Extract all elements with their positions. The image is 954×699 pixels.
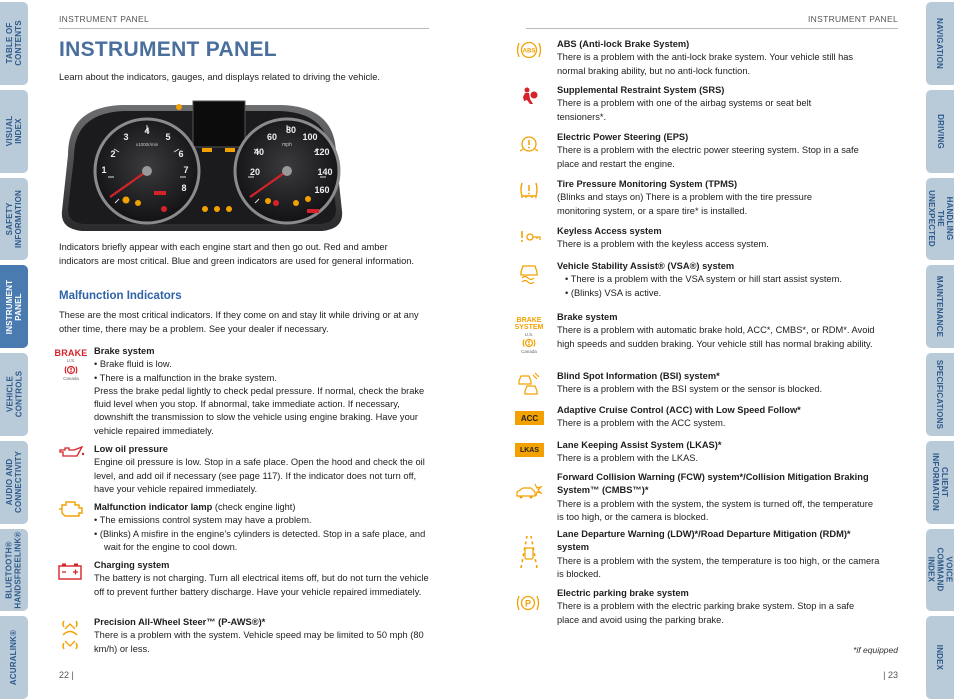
charging-title: Charging system	[94, 560, 170, 570]
item-acc	[557, 404, 887, 431]
tab-visual-index[interactable]: VISUAL INDEX	[0, 90, 28, 173]
item-vsa	[557, 260, 887, 300]
item-fcw-cmbs	[557, 471, 877, 524]
malfunction-intro: These are the most critical indicators. If they come on and stay lit while driving or at any other time, there may be a problem. See your dealer if necessary.	[59, 310, 419, 334]
acc-title: Adaptive Cruise Control (ACC) with Low Speed Follow*	[557, 405, 801, 415]
right-section-tabs	[926, 0, 954, 699]
brake-warning-icon: BRAKE U.S. Canada	[54, 348, 88, 381]
keyless-text: There is a problem with the keyless access system.	[557, 239, 769, 250]
tab-maintenance[interactable]: MAINTENANCE	[926, 265, 954, 348]
speed-40: 40	[253, 147, 265, 157]
tach-unit-label: x1000r/min	[135, 142, 159, 147]
running-head-left: INSTRUMENT PANEL	[59, 14, 149, 24]
epb-title: Electric parking brake system	[557, 588, 689, 598]
item-tpms	[557, 178, 857, 218]
tpms-text: (Blinks and stays on) There is a problem with the tire pressure monitoring system, or a spare tire* is installed.	[557, 192, 813, 216]
running-head-right: INSTRUMENT PANEL	[808, 14, 898, 24]
item-electric-parking-brake	[557, 587, 872, 627]
parking-brake-icon	[516, 593, 540, 613]
acc-text: There is a problem with the ACC system.	[557, 418, 726, 429]
vsa-title: Vehicle Stability Assist® (VSA®) system	[557, 261, 735, 271]
tab-voice-command-index[interactable]: VOICE COMMAND INDEX	[926, 529, 954, 612]
speed-100: 100	[302, 132, 318, 142]
tab-bluetooth-handsfreelink[interactable]: BLUETOOTH® HANDSFREELINK®	[0, 529, 28, 612]
speed-80: 80	[285, 125, 297, 135]
mil-title-line	[94, 501, 434, 514]
abs-icon	[516, 40, 542, 60]
page-number-left: 22 |	[59, 670, 74, 680]
item-brake-system	[94, 345, 434, 438]
speed-140: 140	[317, 167, 333, 177]
tab-navigation[interactable]: NAVIGATION	[926, 2, 954, 85]
abs-text: There is a problem with the anti-lock brake system. Your vehicle still has normal braking ability, but no anti-lock function.	[557, 52, 854, 76]
page-title: INSTRUMENT PANEL	[59, 38, 277, 61]
ldw-title: Lane Departure Warning (LDW)*/Road Departure Mitigation (RDM)* system	[557, 529, 851, 553]
svg-text:ABS: ABS	[522, 48, 536, 55]
tab-index[interactable]: INDEX	[926, 616, 954, 699]
tab-vehicle-controls[interactable]: VEHICLE CONTROLS	[0, 353, 28, 436]
tab-client-information[interactable]: CLIENT INFORMATION	[926, 441, 954, 524]
speed-120: 120	[314, 147, 330, 157]
p-aws-text: There is a problem with the system. Vehicle speed may be limited to 50 mph (80 km/h) or less.	[94, 630, 424, 654]
speed-160: 160	[314, 185, 330, 195]
check-engine-icon	[57, 499, 85, 519]
low-oil-title: Low oil pressure	[94, 444, 168, 454]
mil-bullet-1: • The emissions control system may have a problem.	[94, 514, 434, 527]
brake-bullet-1: • Brake fluid is low.	[94, 358, 434, 371]
epb-text: There is a problem with the electric parking brake system. Stop in a safe place and avoid using the parking brake.	[557, 601, 855, 625]
intro-text: Learn about the indicators, gauges, and displays related to driving the vehicle.	[59, 72, 380, 82]
brake-system-title: Brake system	[94, 346, 155, 356]
bsi-title: Blind Spot Information (BSI) system*	[557, 371, 720, 381]
acc-icon: ACC	[515, 411, 544, 425]
tach-5: 5	[165, 132, 171, 142]
footnote-if-equipped: *if equipped	[853, 645, 898, 655]
tach-2: 2	[110, 149, 116, 159]
mil-bullet-2: • (Blinks) A misfire in the engine’s cylinders is detected. Stop in a safe place, and wait for the engine to cool down.	[94, 528, 434, 555]
tab-handling-the-unexpected[interactable]: HANDLING THE UNEXPECTED	[926, 178, 954, 261]
speed-unit-label: mph	[282, 142, 292, 148]
fcw-title: Forward Collision Warning (FCW) system*/Collision Mitigation Braking System™ (CMBS™)*	[557, 472, 869, 496]
low-oil-text: Engine oil pressure is low. Stop in a safe place. Open the hood and check the oil level, and add oil if necessary (see page 117). If the indicator does not turn off, have your vehicle repaired immediately.	[94, 457, 425, 494]
fcw-text: There is a problem with the system, the system is turned off, the temperature is too high, or the camera is blocked.	[557, 498, 874, 522]
lkas-text: There is a problem with the LKAS.	[557, 453, 699, 464]
tab-driving[interactable]: DRIVING	[926, 90, 954, 173]
vsa-icon	[518, 262, 540, 284]
keyless-title: Keyless Access system	[557, 226, 662, 236]
speed-60: 60	[266, 132, 278, 142]
item-lkas	[557, 439, 887, 466]
brake-system-text: Press the brake pedal lightly to check pedal pressure. If normal, check the brake fluid level when you stop. If abnormal, take immediate action. If necessary, downshift the transmission to slow the vehicle using engine braking. Have your vehicle repaired immediately.	[94, 385, 425, 436]
airbag-icon	[519, 86, 539, 106]
page-number-right: | 23	[883, 670, 898, 680]
item-low-oil-pressure	[94, 443, 428, 496]
collision-warning-icon	[515, 480, 543, 502]
blind-spot-icon	[517, 372, 541, 398]
mil-title: Malfunction indicator lamp	[94, 502, 213, 512]
tach-4: 4	[144, 126, 150, 136]
eps-text: There is a problem with the electric power steering system. Stop in a safe place and restart the engine.	[557, 145, 859, 169]
item-srs	[557, 84, 857, 124]
lkas-title: Lane Keeping Assist System (LKAS)*	[557, 440, 722, 450]
tach-6: 6	[178, 149, 184, 159]
tab-specifications[interactable]: SPECIFICATIONS	[926, 353, 954, 436]
ldw-text: There is a problem with the system, the temperature is too high, or the camera is blocked.	[557, 555, 880, 579]
steering-warning-icon	[518, 134, 540, 154]
brake-system-amber-icon: BRAKE SYSTEM U.S. Canada	[514, 317, 544, 354]
battery-icon	[57, 562, 83, 580]
indicators-paragraph: Indicators briefly appear with each engine start and then go out. Red and amber indicators are most critical. Blue and green indicators are used for general information.	[59, 242, 415, 266]
tire-pressure-icon	[518, 180, 540, 200]
eps-title: Electric Power Steering (EPS)	[557, 132, 689, 142]
bsi-text: There is a problem with the BSI system or the sensor is blocked.	[557, 384, 823, 395]
speed-20: 20	[249, 167, 261, 177]
svg-text:P: P	[524, 598, 532, 609]
abs-title: ABS (Anti-lock Brake System)	[557, 39, 690, 49]
item-ldw-rdm	[557, 528, 882, 581]
p-aws-icon	[59, 618, 81, 652]
item-malfunction-indicator-lamp	[94, 501, 434, 554]
tab-audio-connectivity[interactable]: AUDIO AND CONNECTIVITY	[0, 441, 28, 524]
tach-7: 7	[183, 165, 189, 175]
header-rule-right	[526, 28, 898, 29]
tach-3: 3	[123, 132, 129, 142]
item-abs	[557, 38, 877, 78]
lkas-icon: LKAS	[515, 443, 544, 457]
srs-text: There is a problem with one of the airbag systems or seat belt tensioners*.	[557, 98, 812, 122]
header-rule-left	[59, 28, 429, 29]
oil-can-icon	[57, 445, 85, 459]
tach-1: 1	[101, 165, 107, 175]
lane-departure-icon	[517, 534, 541, 570]
tach-8: 8	[181, 183, 187, 193]
item-eps	[557, 131, 872, 171]
brake2-text: There is a problem with automatic brake hold, ACC*, CMBS*, or RDM*. Avoid high speeds and sudden braking. Your vehicle still has normal braking ability.	[557, 325, 875, 349]
p-aws-title: Precision All-Wheel Steer™ (P-AWS®)*	[94, 617, 266, 627]
mil-title-suffix: (check engine light)	[212, 502, 296, 512]
tpms-title: Tire Pressure Monitoring System (TPMS)	[557, 179, 738, 189]
instrument-cluster-illustration	[60, 93, 344, 236]
item-bsi	[557, 370, 887, 397]
tab-acuralink[interactable]: ACURALINK®	[0, 616, 28, 699]
item-keyless-access	[557, 225, 877, 252]
charging-text: The battery is not charging. Turn all electrical items off, but do not turn the vehicle off to prevent further battery discharge. Have your vehicle repaired immediately.	[94, 573, 429, 597]
tab-table-of-contents[interactable]: TABLE OF CONTENTS	[0, 2, 28, 85]
left-section-tabs	[0, 0, 28, 699]
tab-instrument-panel[interactable]: INSTRUMENT PANEL	[0, 265, 28, 348]
brake2-title: Brake system	[557, 312, 618, 322]
tab-safety-information[interactable]: SAFETY INFORMATION	[0, 178, 28, 261]
item-brake-system-amber	[557, 311, 887, 351]
vsa-bullet-1: • There is a problem with the VSA system or hill start assist system.	[565, 273, 887, 286]
keyless-access-icon	[518, 228, 542, 246]
item-p-aws	[94, 616, 428, 656]
vsa-bullet-2: • (Blinks) VSA is active.	[565, 287, 887, 300]
brake-bullet-2: • There is a malfunction in the brake system.	[94, 372, 434, 385]
malfunction-heading: Malfunction Indicators	[59, 290, 182, 302]
item-charging-system	[94, 559, 434, 599]
srs-title: Supplemental Restraint System (SRS)	[557, 85, 725, 95]
